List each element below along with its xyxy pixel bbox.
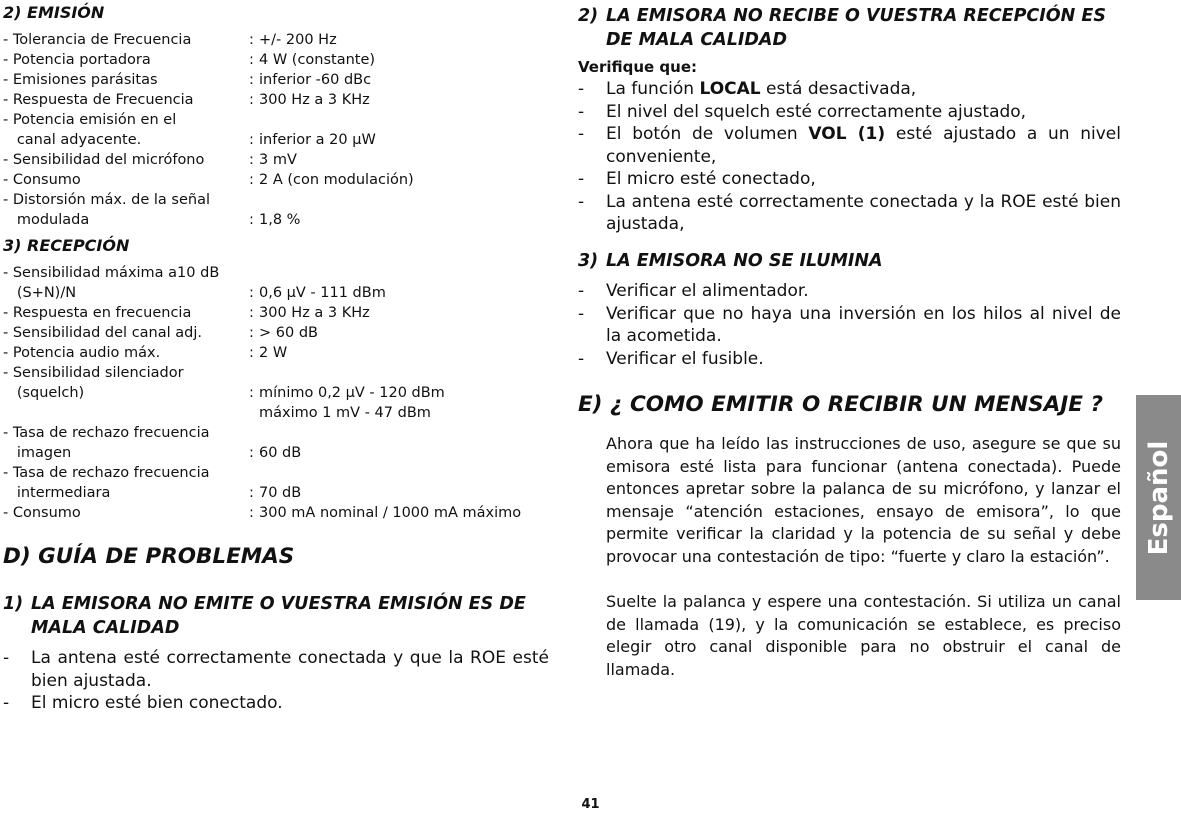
spec-colon: : xyxy=(249,152,254,168)
spec-value: 2 W xyxy=(259,345,288,361)
spec-colon: : xyxy=(249,285,254,301)
spec-row xyxy=(3,423,553,443)
spec-row xyxy=(3,443,553,463)
spec-label: - Potencia emisión en el xyxy=(3,112,177,128)
problem-1-title xyxy=(3,592,549,640)
spec-label: canal adyacente. xyxy=(3,132,142,148)
spec-colon: : xyxy=(249,132,254,148)
spec-row xyxy=(3,323,553,343)
spec-colon: : xyxy=(249,72,254,88)
spec-row xyxy=(3,190,553,210)
spec-colon: : xyxy=(249,385,254,401)
spec-label: - Consumo xyxy=(3,172,81,188)
spec-label: - Respuesta de Frecuencia xyxy=(3,92,194,108)
e-heading: E) ¿ COMO EMITIR O RECIBIR UN MENSAJE ? xyxy=(578,392,1103,417)
list-item: - El nivel del squelch esté correctamente ajustado, xyxy=(578,101,1027,122)
spec-label: - Sensibilidad del micrófono xyxy=(3,152,205,168)
spec-label: imagen xyxy=(3,445,72,461)
spec-value: 0,6 μV - 111 dBm xyxy=(259,285,386,301)
spec-label: - Respuesta en frecuencia xyxy=(3,305,192,321)
spec-value: 300 mA nominal / 1000 mA máximo xyxy=(259,505,522,521)
guia-heading: D) GUÍA DE PROBLEMAS xyxy=(3,544,295,569)
spec-row xyxy=(3,210,553,230)
spec-colon: : xyxy=(249,345,254,361)
list-item: - Verificar que no haya una inversión en los hilos al nivel de la acometida. xyxy=(578,303,1121,346)
spec-value: inferior a 20 μW xyxy=(259,132,376,148)
page-number: 41 xyxy=(581,797,600,812)
spec-label: (S+N)/N xyxy=(3,285,77,301)
spec-row xyxy=(3,70,553,90)
spec-row xyxy=(3,383,553,403)
list-item: - La antena esté correctamente conectada y la ROE esté bien ajustada, xyxy=(578,191,1121,234)
spec-label: - Potencia portadora xyxy=(3,52,151,68)
problem-3-list xyxy=(578,280,1121,370)
spec-label: - Sensibilidad del canal adj. xyxy=(3,325,202,341)
spec-row xyxy=(3,110,553,130)
spec-row xyxy=(3,283,553,303)
list-item: - Verificar el fusible. xyxy=(578,348,764,369)
emision-heading: 2) EMISIÓN xyxy=(3,3,105,22)
spec-value: +/- 200 Hz xyxy=(259,32,337,48)
list-item: - La función LOCAL está desactivada, xyxy=(578,79,917,99)
problem-2-number: 2) xyxy=(578,6,599,26)
spec-row xyxy=(3,90,553,110)
recepcion-heading: 3) RECEPCIÓN xyxy=(3,236,130,255)
spec-label: (squelch) xyxy=(3,385,85,401)
spec-colon: : xyxy=(249,505,254,521)
language-tab-label: Español xyxy=(1143,440,1174,555)
problem-2-title xyxy=(578,4,1123,52)
spec-colon: : xyxy=(249,445,254,461)
spec-row xyxy=(3,303,553,323)
list-item: - El micro esté conectado, xyxy=(578,169,816,189)
spec-label: - Distorsión máx. de la señal xyxy=(3,192,211,208)
spec-label: - Tolerancia de Frecuencia xyxy=(3,32,192,48)
spec-label: - Consumo xyxy=(3,505,81,521)
spec-colon: : xyxy=(249,485,254,501)
spec-value: 70 dB xyxy=(259,485,302,501)
spec-row xyxy=(3,403,553,423)
problem-2-list xyxy=(578,78,1121,236)
list-item: - El micro esté bien conectado. xyxy=(3,693,283,713)
spec-label: - Tasa de rechazo frecuencia xyxy=(3,425,210,441)
spec-row xyxy=(3,30,553,50)
language-tab xyxy=(1136,395,1181,600)
spec-value: máximo 1 mV - 47 dBm xyxy=(259,405,431,421)
spec-colon: : xyxy=(249,305,254,321)
spec-label: - Sensibilidad silenciador xyxy=(3,365,184,381)
spec-value: 2 A (con modulación) xyxy=(259,172,414,188)
problem-1-list xyxy=(3,647,549,715)
e-paragraph-2: Suelte la palanca y espere una contestación. Si utiliza un canal de llamada (19), y la comunicación se establece, es preciso elegir otro canal disponible para no obstruir el canal de llamada. xyxy=(606,592,1121,679)
spec-row xyxy=(3,50,553,70)
spec-colon: : xyxy=(249,32,254,48)
problem-2-text: LA EMISORA NO RECIBE O VUESTRA RECEPCIÓN ES DE MALA CALIDAD xyxy=(606,6,1106,50)
spec-label: - Sensibilidad máxima a10 dB xyxy=(3,265,220,281)
spec-colon: : xyxy=(249,52,254,68)
spec-row xyxy=(3,263,553,283)
problem-1-number: 1) xyxy=(3,594,24,614)
problem-3-title xyxy=(578,249,1123,273)
spec-value: 300 Hz a 3 KHz xyxy=(259,305,370,321)
spec-label: modulada xyxy=(3,212,90,228)
spec-colon: : xyxy=(249,172,254,188)
problem-3-text: LA EMISORA NO SE ILUMINA xyxy=(606,251,883,271)
spec-value: 3 mV xyxy=(259,152,297,168)
spec-label: - Potencia audio máx. xyxy=(3,345,161,361)
spec-value: 60 dB xyxy=(259,445,302,461)
e-paragraph-1: Ahora que ha leído las instrucciones de uso, asegure se que su emisora esté lista para funcionar (antena conectada). Puede entonces apretar sobre la palanca de su micrófono, y lanzar el mensaje “atención estaciones, ensayo de emisora”, lo que permite verificar la claridad y la potencia de su señal y debe provocar una contestación de tipo: “fuerte y claro la estación”. xyxy=(606,434,1121,566)
list-item: - El botón de volumen VOL (1) esté ajustado a un nivel conveniente, xyxy=(578,124,1121,167)
spec-value: mínimo 0,2 μV - 120 dBm xyxy=(259,385,445,401)
spec-row xyxy=(3,463,553,483)
spec-colon: : xyxy=(249,92,254,108)
spec-row xyxy=(3,170,553,190)
spec-value: 1,8 % xyxy=(259,212,301,228)
spec-row xyxy=(3,483,553,503)
spec-value: inferior -60 dBc xyxy=(259,72,372,88)
spec-row xyxy=(3,150,553,170)
spec-colon: : xyxy=(249,212,254,228)
verifique-label: Verifique que: xyxy=(578,58,698,76)
spec-value: 300 Hz a 3 KHz xyxy=(259,92,370,108)
list-item: - Verificar el alimentador. xyxy=(578,281,809,301)
recepcion-spec-list xyxy=(3,263,553,523)
spec-label: intermediara xyxy=(3,485,111,501)
problem-1-text: LA EMISORA NO EMITE O VUESTRA EMISIÓN ES DE MALA CALIDAD xyxy=(31,594,526,638)
spec-row xyxy=(3,343,553,363)
list-item: - La antena esté correctamente conectada y que la ROE esté bien ajustada. xyxy=(3,648,549,691)
spec-colon: : xyxy=(249,325,254,341)
problem-3-number: 3) xyxy=(578,251,599,271)
spec-label: - Emisiones parásitas xyxy=(3,72,158,88)
spec-value: 4 W (constante) xyxy=(259,52,376,68)
spec-row xyxy=(3,130,553,150)
spec-label: - Tasa de rechazo frecuencia xyxy=(3,465,210,481)
spec-row xyxy=(3,363,553,383)
spec-value: > 60 dB xyxy=(259,325,318,341)
emision-spec-list xyxy=(3,30,553,230)
spec-row xyxy=(3,503,553,523)
